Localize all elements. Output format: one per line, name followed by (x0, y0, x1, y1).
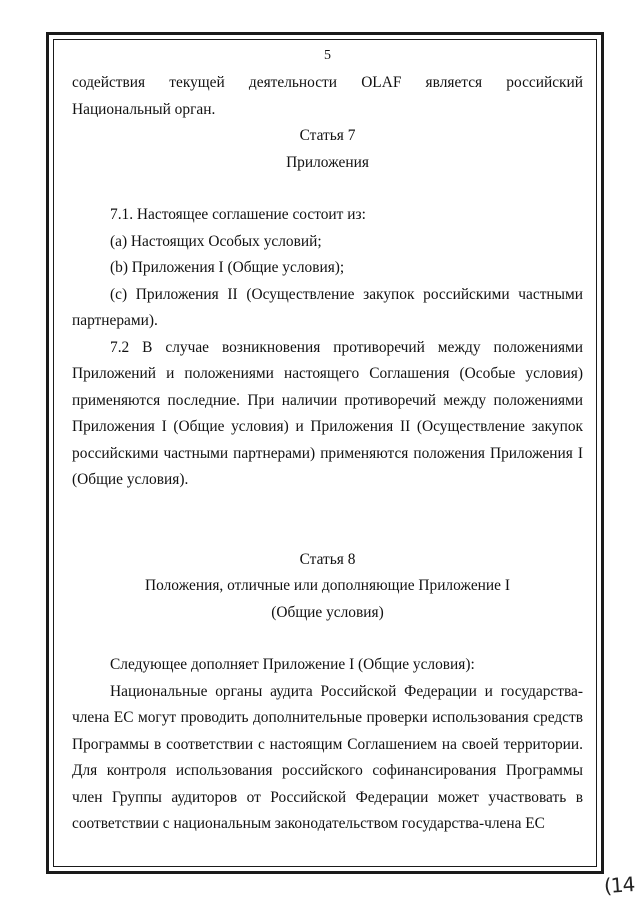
article-7-heading: Статья 7 (299, 127, 356, 144)
article-8-paragraph-2: Национальные органы аудита Российской Федерации и государства-члена ЕС могут проводить дополнительные проверки использования средств Программы в соответствии с настоящим Соглашением на своей территории. Для контроля использования российского софинансирования Программы член Группы аудиторов от Российской Федерации может участвовать в соответствии с национальным законодательством государства-члена ЕС (72, 682, 583, 832)
article-7-subheading: Приложения (286, 153, 369, 171)
spacer (72, 176, 583, 202)
page-number: 5 (324, 48, 331, 63)
spacer (72, 494, 583, 547)
article-8-heading: Статья 8 (299, 550, 356, 568)
article-7-item-c: (c) Приложения II (Осуществление закупок российскими частными партнерами). (72, 285, 583, 329)
document-body (72, 42, 583, 838)
article-8-paragraph-1: Следующее дополняет Приложение I (Общие условия): (110, 656, 475, 673)
continuation-paragraph: содействия текущей деятельности OLAF является российский Национальный орган. (72, 74, 583, 118)
article-7-item-b: (b) Приложения I (Общие условия); (110, 259, 345, 276)
article-7-paragraph-1: 7.1. Настоящее соглашение состоит из: (110, 206, 366, 223)
article-7-paragraph-2: 7.2 В случае возникновения противоречий между положениями Приложений и положениями настоящего Соглашения (Особые условия) применяются последние. При наличии противоречий между положениями Приложения I (Общие условия) и Приложения II (Осуществление закупок российскими частными партнерами) применяются положения Приложения I (Общие условия). (72, 338, 583, 488)
article-8-subheading-line-2: (Общие условия) (271, 603, 384, 621)
handwritten-page-mark: (14 (603, 871, 636, 899)
article-7-item-a: (a) Настоящих Особых условий; (110, 232, 322, 250)
article-8-subheading-line-1: Положения, отличные или дополняющие Приложение I (145, 577, 510, 594)
spacer (72, 626, 583, 652)
